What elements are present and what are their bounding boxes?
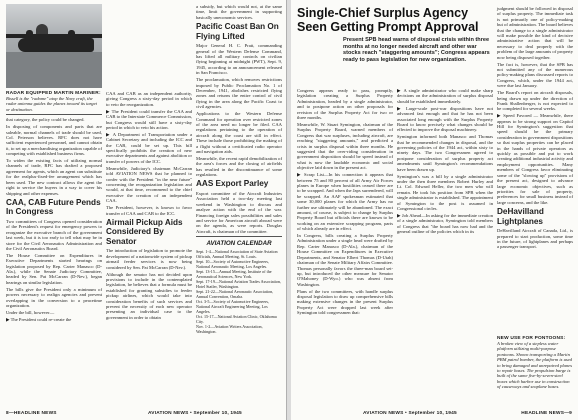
body-text: ▶ Job Ahead—In asking for the immediate creation of a single administrator, Symington told members of Congress that "the board has now had and the general outline of the policies which in its <box>397 212 493 235</box>
body-text: To widen the existing facts of utilizing normal channels of trade, RFC has drafted a proposed agreement for agents, which an agent can substitute for the realplus-fixed-fee arrangement which has been used. The new contract allows the agent the right to service the buyers in a way to cover his shipping and other expenses. <box>6 158 102 196</box>
right-col-2 <box>397 88 493 236</box>
main-heading-block <box>297 6 493 63</box>
calendar-row: Sept. 21-22—National Aeronautic Association, Annual Convention, Omaha. <box>196 289 274 300</box>
body-text: The House Committee on Expenditures in Executive Departments started hearings on legislation proposed by Rep. Carter Manasco (D-Ala.), while the Senate Judiciary Committee, headed by Sen. Pat McCarran (D-Nev.), began hearings on similar legislation. <box>6 252 102 285</box>
body-text: ▶ Large-scale post-war dispositions have not advanced fast enough and that he has not been associated long enough with the Surplus Property Board to know precisely what changes should be effected to improve the disposal machinery. <box>397 105 493 133</box>
body-text: Symington's was a bill by a single administrator under the then three members Robert Hurley and Lt. Col. Edward Heller, the two men who will remain. He took his position from SPB when the single administrator is established. The appointment of Symington to the post is assumed in Congressional circles. <box>397 173 493 212</box>
body-text: Congress appears ready to pass, promptly, legislation creating a Surplus Property Administration, headed by a single administrator, and to postpone action on other proposals for revision of the Surplus Property Act for two or three months. <box>297 88 393 121</box>
calendar-row: Sept. 17-19—National Aviation Trades Association, Hotel Statler, Washington. <box>196 279 281 290</box>
calendar-row: Oct. 15-17—National Aviation Clinic, Oklahoma City. <box>196 314 277 325</box>
right-col-1 <box>297 88 393 317</box>
body-text: The Board's report on aircraft disposals, being drawn up under the direction of Frank Shallenberger, is not expected to be completed for several weeks. <box>497 90 573 112</box>
calendar-row: Sept. 13-15—Annual Meeting, Institute of the Aeronautical Sciences, New York. <box>196 269 272 280</box>
body-text: The introduction of legislation to promote the development of a nationwide system of pickup airmail feeder services is now being considered by Sen. Pat McCarran (D-Nev.). <box>106 248 192 270</box>
aas-heading: AAS Export Parley <box>196 179 269 189</box>
body-text: Symington informed both Manasco and Thomas that he recommended changes in disposal, and the governing policies of the 1944 act, within sixty to ninety days. The two Congressmen agreed to postpone consideration of surplus property act amendments until Symington's recommendations have been drawn up. <box>397 134 493 172</box>
pontoons-caption: A broken view of a stepless water platform utilizing multi-purpose pontoons. Shown transporting a Martin PBM patrol bomber, the platform is used to bring damaged and unrepaired planes to repair bases. The propulsion barge is built of the same five-by-seven-steel boxes which harbor use in construction of causeways and seaplane bases. <box>497 341 573 390</box>
calendar-row: Oct. 3-5—Society of Automotive Engineers, National Aircraft Engineering Meeting, Los Angeles. <box>196 299 269 315</box>
body-text: ▶ A Department of Transportation under a Cabinet Secretary and including the ICC and the CAB, could be set up. This bill specifically prohibits the creation of new executive departments and against abolition or transfer of powers of the ICC. <box>106 131 192 164</box>
right-page <box>291 0 578 420</box>
deck: Present SPB head warns of disposal crisis within three months at no longer needed aircraft and other war stocks reach "staggering amounts"; Congress appears ready to pass legislation for new organization. <box>343 37 490 63</box>
photo-caption-title: RADAR EQUIPPED MARTIN MARINER: <box>6 91 101 96</box>
photo-caption: Bissell is the "radome" atop the Navy craft, the radar antenna guides the planes toward its target or destination. <box>6 96 97 112</box>
mariner-photo <box>6 4 102 88</box>
body-text: Applications to the Western Defense Command for operation over restricted zones of the area need no longer be filed. CAA regulations pertaining to the operation of aircraft along the coast are still in effect. These include those prohibiting the making of a flight without a certificated radio operator and navigation aids. <box>196 111 282 154</box>
body-text: Although the senator has not decided upon provisions to include in the contemplated legislation, he believes that a formula must be established for granting subsidies to feeder pickup airlines, which would take into consideration benefits of such services and prevent the necessity of each new operator presenting an individual case to the government in order to obtain <box>106 271 192 320</box>
calendar-row: Sept. 1-4—National Association of State Aviation Officials, Annual Meeting, St. Louis. <box>196 249 278 260</box>
footer-right: HEADLINE NEWS—9 <box>521 411 572 416</box>
body-text: The fact is, however, that the SPB has not submitted any of the numerous policy-making plans discussed reports to Congress, which, under the 1944 act, were due last January. <box>497 61 573 89</box>
body-text: ▶ The President could re-create the <box>6 316 72 322</box>
pontoons-heading: NEW USE FOR PONTOONS: <box>497 336 566 341</box>
cab-heading: CAA, CAB Future Pends In Congress <box>6 197 101 217</box>
main-heading: Single-Chief Surplus Agency Seen Getting Prompt Approval <box>297 6 479 34</box>
pacific-heading: Pacific Coast Ban On Flying Lifted <box>196 22 279 41</box>
body-text: CAA and CAB as an independent authority, giving Congress a sixty-day period in which to veto the reorganization. <box>106 91 192 107</box>
left-col-3 <box>196 4 282 334</box>
body-text: judgment should be followed in disposal of surplus property. The immediate task is not primarily one of policy-making but of administration. The board believes that the change to a single administrator will make possible the kind of decisive administrative action that will be necessary to deal properly with the problem of the large amounts of property now being disposed together. <box>497 6 573 60</box>
body-text: that category, the policy could be changed. <box>6 117 85 123</box>
body-text: Major General H. C. Pratt, commanding general of the Western Defense Command, has lifted all military controls on civilian flying beginning at midnight (PWT), Sept. 9, 1945, according to an announcement released in San Francisco. <box>196 43 282 76</box>
divider <box>6 114 102 115</box>
body-text: Meanwhile, the recent rapid demobilization of the area's forces and the closing of airfields has resulted in the discontinuance of some regulations. <box>196 155 282 178</box>
pontoon-caption-block <box>497 336 573 390</box>
body-text: The President, however, is known to favor transfer of CAA and CAB to the ICC. <box>106 205 192 216</box>
footer-left: 8—HEADLINE NEWS <box>6 411 57 416</box>
body-text: Two committees of Congress opened consideration of the President's request for emergency powers to reorganize the executive branch of the government last week, but it is too early to tell what may be in store for the Civil Aeronautics Administration and the Civil Aeronautics Board. <box>6 218 102 251</box>
body-text: The proclamation, which removes restrictions imposed by Public Proclamation No. 1 of December, 1941, abolishes restricted flying zones and returns the entire control of civil flying in the area along the Pacific Coast to civil agencies. <box>196 77 282 110</box>
body-text: ▶ A single administrator who could make sharp decisions on the administration of surplus disposal should be established immediately. <box>397 88 493 104</box>
body-text: ▶ The President could transfer the CAA and CAB to the Interstate Commerce Commission, but Congress would still have a sixty-day period in which to veto his action. <box>106 108 192 130</box>
body-text: In Congress, bills creating a Surplus Property Administration under a single head were drafted by Rep. Carter Manasco (D-Ala.), chairman of the House Committee on Expenditures in Executive Departments, and Senator Elbert Thomas (D-Utah) chairman of the Senate Military Affairs Committee. Thomas personally favors the three-man board set-up, but introduced the other measure for Senator O'Mahoney (D-Wyo.) who was absent from Washington. <box>297 233 393 287</box>
footer-center: AVIATION NEWS • September 10, 1945 <box>363 411 457 416</box>
calendar-title: AVIATION CALENDAR <box>206 240 272 248</box>
body-text: Export committee of the Aircraft Industries Association held a two-day meeting last weekend in Washington to discuss and analyze action with the end of the war. Financing foreign sales possibilities and sales and service for American aircraft abroad were on the agenda, as were reports. Douglas Aircraft, is chairman of the committee. <box>196 190 282 234</box>
divider <box>196 236 282 237</box>
body-text: ▶ Scrap List—In his connection it appears that between 75 and 80 percent of all Army Air Forces planes in Europe when hostilities ceased there are to be scrapped. And when the Japs surrendered, will be scrapped. An AAF spokesman estimated that some 30,000 planes for which the Army has no further use ultimately will be abandoned. The exact amount, of course, is subject to change by Surplus Property Board but officials there are known to be working on an extensive scrapping program, parts of which already are in effect. <box>297 172 393 232</box>
body-text: DeHavilland Aircraft of Canada, Ltd., is prepared to start production, some time in the future, of lightplanes and perhaps a passenger transport. <box>497 228 573 250</box>
body-text: ▶ Speed Favored — Meanwhile, there appears to be strong support on Capitol Hill for Symington's suggestion that speed should be the primary consideration in government dispositions so that surplus properties can be placed in the hands of private operators as quickly as possible and put to work creating additional industrial activity and employment opportunities. Many members of Congress favor eliminating some of the "slowing up" provisions of the present act, designed to advance large economic objectives, such as priorities for sale of property, preferences for small business instead of large concerns, and the like. <box>497 113 573 205</box>
airmail-heading: Airmail Pickup Aids Considered By Senator <box>106 217 183 246</box>
body-text: In disposing of components and parts that are saleable, normal channels of trade should be used, Col. Peterson believes. RFC does not have sufficient experienced personnel, and cannot obtain it, to set up a merchandising organization capable of competing with established business firms. <box>6 124 102 157</box>
body-text: a subsidy, but which would not, at the same time, limit the government in supporting basically uneconomic services. <box>196 4 282 20</box>
body-text: Plans of the two committees, with handle surplus disposal legislation to draw up comprehensive bills making extensive changes in the present Surplus Property Act were dropped last week after Symington told congressmen that: <box>297 288 393 316</box>
body-text: Meanwhile, Judiciary's chairman McCarran told AVIATION NEWS that he planned to confer with the President "in the near future" concerning the reorganization legislation and would, at that time, recommend to the chief executive the creation of an independent CAA. <box>106 165 192 204</box>
left-page <box>0 0 287 420</box>
calendar-row: Nov. 1-2—Aviation Writers Association, Washington. <box>196 324 263 335</box>
body-text: Meanwhile, W. Stuart Symington, chairman of the Surplus Property Board, warned members of Congress that war surpluses, including aircraft, are reaching "staggering amounts," and predicted a crisis in surplus disposal within three months. He suggested that the over-riding consideration in government disposition should be speed instead of what is now the laudable economic and social objective laid down in the present act. <box>297 121 393 171</box>
calendar-row: Sept. 10—Society of Automotive Engineers, National Aeronautic Meeting, Los Angeles. <box>196 259 269 270</box>
footer-center: AVIATION NEWS • September 10, 1945 <box>148 411 242 416</box>
left-col-2 <box>106 91 192 322</box>
left-col-1 <box>6 91 102 324</box>
dehavilland-heading: DeHavilland Lightplanes <box>497 207 544 226</box>
body-text: Under the bill, however— <box>6 309 55 315</box>
body-text: The bills give the President only a minimum of powers necessary to realign agencies and prevent overlapping in the conversion to a peacetime organization. <box>6 286 102 308</box>
right-col-3 <box>497 6 573 251</box>
